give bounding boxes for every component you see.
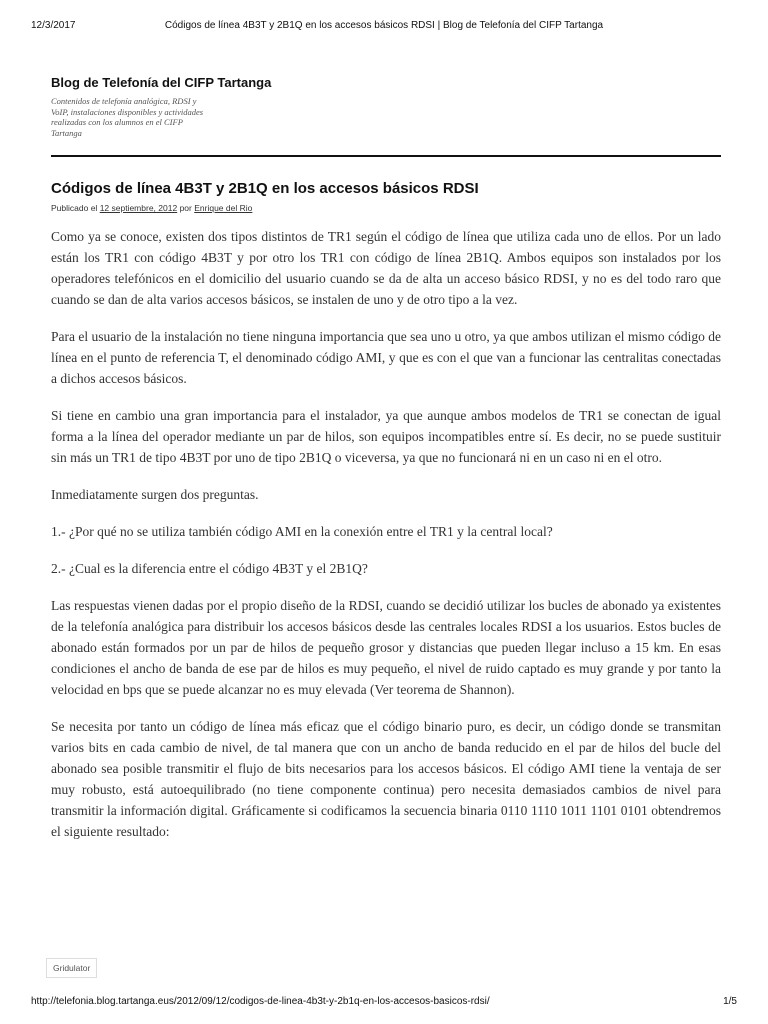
post-body [51, 226, 721, 842]
print-footer [0, 996, 768, 1010]
gridulator-widget[interactable]: Gridulator [46, 958, 97, 978]
site-title-link[interactable]: Blog de Telefonía del CIFP Tartanga [51, 75, 272, 90]
post-meta [51, 203, 721, 213]
print-header [0, 20, 768, 34]
post-date-link[interactable]: 12 septiembre, 2012 [99, 203, 178, 213]
print-page-number: 1/5 [723, 996, 737, 1007]
paragraph: Para el usuario de la instalación no tiene ninguna importancia que sea uno u otro, ya que ambos utilizan el mismo código de línea en el punto de referencia T, el denominado código AMI, y que es con el que van a funcionar las centralitas conectadas a dichos accesos básicos. [51, 329, 721, 386]
question-1: 1.- ¿Por qué no se utiliza también código AMI en la conexión entre el TR1 y la central local? [51, 524, 553, 539]
print-page-title: Códigos de línea 4B3T y 2B1Q en los accesos básicos RDSI | Blog de Telefonía del CIFP Tartanga [164, 20, 604, 31]
site-header [51, 75, 721, 138]
print-url: http://telefonia.blog.tartanga.eus/2012/09/12/codigos-de-linea-4b3t-y-2b1q-en-los-accesos-basicos-rdsi/ [31, 996, 490, 1007]
header-divider [51, 155, 721, 157]
question-2: 2.- ¿Cual es la diferencia entre el código 4B3T y el 2B1Q? [51, 561, 368, 576]
post-title: Códigos de línea 4B3T y 2B1Q en los accesos básicos RDSI [51, 180, 479, 197]
author-link[interactable]: Enrique del Rio [194, 203, 253, 213]
paragraph: Las respuestas vienen dadas por el propio diseño de la RDSI, cuando se decidió utilizar los bucles de abonado ya existentes de la telefonía analógica para distribuir los accesos básicos desde las centrales locales RDSI a los usuarios. Estos bucles de abonado están formados por un par de hilos de pequeño grosor y distancias que pueden llegar incluso a 15 km. En esas condiciones el ancho de banda de ese par de hilos es muy pequeño, el nivel de ruido captado es muy grande y por tanto la velocidad en bps que se puede alcanzar no es muy elevada (Ver teorema de Shannon). [51, 598, 721, 697]
site-description: Contenidos de telefonía analógica, RDSI y VoIP, instalaciones disponibles y actividades realizadas con los alumnos en el CIFP Tartanga [51, 96, 204, 138]
post-article [51, 180, 721, 858]
by-label: por [179, 203, 192, 213]
published-prefix: Publicado el [51, 203, 98, 213]
paragraph: Como ya se conoce, existen dos tipos distintos de TR1 según el código de línea que utiliza cada uno de ellos. Por un lado están los TR1 con código 4B3T y por otro los TR1 con código de línea 2B1Q. Ambos equipos son instalados por los operadores telefónicos en el domicilio del usuario cuando se da de alta un acceso básico RDSI, y no es del todo raro que cuando se dan de alta varios accesos básicos, se instalen de uno y de otro tipo a la vez. [51, 229, 721, 307]
print-date: 12/3/2017 [31, 20, 76, 31]
paragraph: Inmediatamente surgen dos preguntas. [51, 487, 259, 502]
paragraph: Si tiene en cambio una gran importancia para el instalador, ya que aunque ambos modelos de TR1 se conectan de igual forma a la línea del operador mediante un par de hilos, son equipos incompatibles entre sí. Es decir, no se puede sustituir sin más un TR1 de tipo 4B3T por uno de tipo 2B1Q o viceversa, ya que no funcionará ni en un caso ni en el otro. [51, 408, 721, 465]
paragraph: Se necesita por tanto un código de línea más eficaz que el código binario puro, es decir, un código donde se transmitan varios bits en cada cambio de nivel, de tal manera que con un ancho de banda reducido en el par de hilos del bucle del abonado sea posible transmitir el flujo de bits necesarios para los accesos básicos. El código AMI tiene la ventaja de ser muy robusto, está autoequilibrado (no tiene componente continua) pero necesita demasiados cambios de nivel para transmitir la información digital. Gráficamente si codificamos la secuencia binaria 0110 1110 1011 1101 0101 obtendremos el siguiente resultado: [51, 719, 721, 839]
